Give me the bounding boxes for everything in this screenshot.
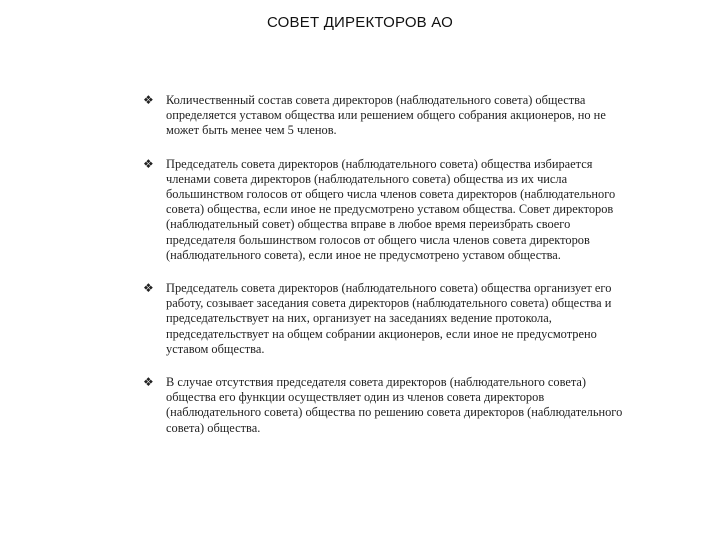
bullet-text: Количественный состав совета директоров (наблюдательного совета) общества определяется уставом общества или решением общего собрания акционеров, но не может быть менее чем 5 членов. xyxy=(166,93,606,138)
diamond-bullet-icon: ❖ xyxy=(143,375,154,390)
diamond-bullet-icon: ❖ xyxy=(143,156,154,171)
slide-title: СОВЕТ ДИРЕКТОРОВ АО xyxy=(266,14,453,31)
bullet-item-chairman-absence xyxy=(143,375,633,436)
diamond-bullet-icon: ❖ xyxy=(143,93,154,107)
bullet-text: В случае отсутствия председателя совета директоров (наблюдательного совета) общества его функции осуществляет один из членов совета директоров (наблюдательного совета) общества по решению совета директоров (наблюдательного совета) общества. xyxy=(166,375,623,435)
bullet-text: Председатель совета директоров (наблюдательного совета) общества избирается членами совета директоров (наблюдательного совета) общества из их числа большинством голосов от общего числа членов совета директоров (наблюдательного совета) общества, если иное не предусмотрено уставом общества. Совет директоров (наблюдательный совет) общества вправе в любое время переизбрать своего председателя большинством голосов от общего числа членов совета директоров (наблюдательного совета), если иное не предусмотрено уставом общества. xyxy=(166,156,616,262)
bullet-item-chairman-election xyxy=(143,157,633,263)
bullet-text: Председатель совета директоров (наблюдательного совета) общества организует его работу, созывает заседания совета директоров (наблюдательного совета) общества и председательствует на них, организует на заседаниях ведение протокола, председательствует на общем собрании акционеров, если иное не предусмотрено уставом общества. xyxy=(166,281,612,356)
bullet-item-chairman-duties xyxy=(143,281,633,357)
bullet-list xyxy=(143,93,633,436)
diamond-bullet-icon: ❖ xyxy=(143,281,154,296)
bullet-item-quantity xyxy=(143,93,633,139)
